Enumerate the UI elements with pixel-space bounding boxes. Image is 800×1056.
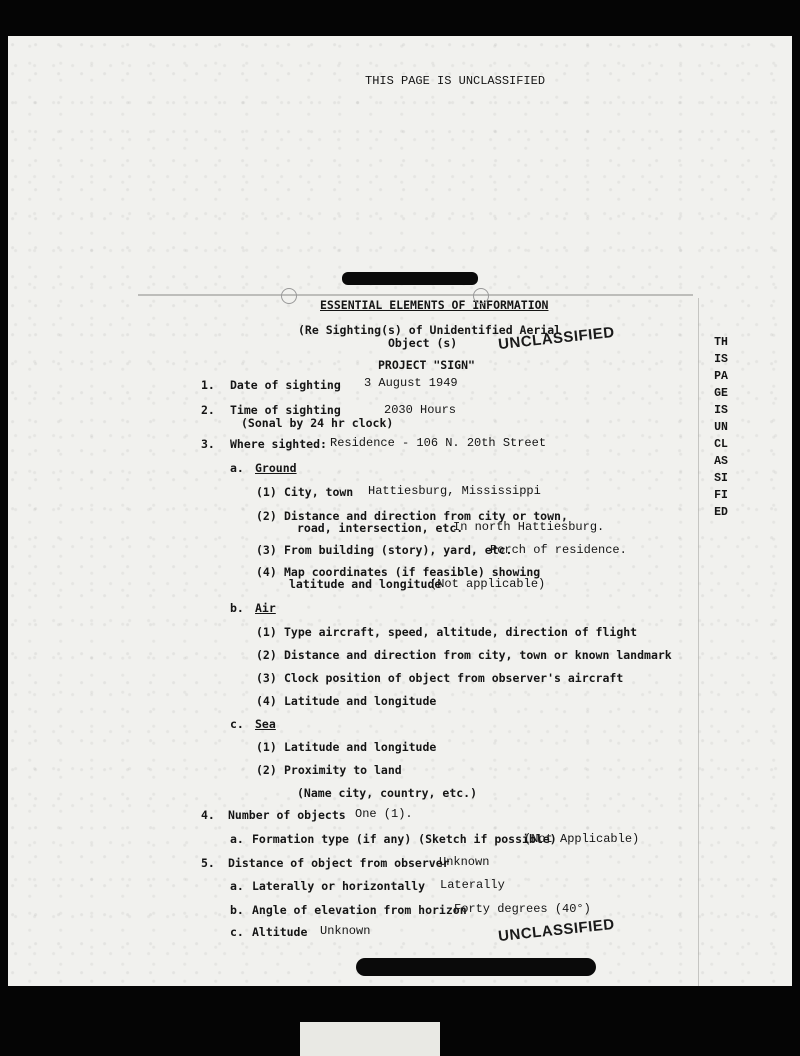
side-unclassified-notice (713, 334, 729, 521)
item-5b-value: Forty degrees (40°) (454, 902, 591, 916)
item-3b1-label: Type aircraft, speed, altitude, direction of flight (284, 625, 638, 639)
item-3b3-label: Clock position of object from observer's aircraft (284, 671, 624, 685)
item-3b4-label: Latitude and longitude (284, 694, 437, 708)
item-4a-letter: a. (230, 832, 244, 846)
item-3b-heading: Air (255, 601, 276, 615)
item-5c-value: Unknown (320, 924, 371, 938)
item-3a2-number: (2) (256, 509, 277, 523)
item-4-label: Number of objects (228, 808, 346, 822)
item-3a3-number: (3) (256, 543, 277, 557)
item-3a-heading: Ground (255, 461, 297, 475)
item-5-value: Unknown (439, 855, 490, 869)
item-3c-letter: c. (230, 717, 244, 731)
item-3a3-label: From building (story), yard, etc. (284, 543, 513, 557)
document-page (8, 36, 792, 986)
item-3c-heading: Sea (255, 717, 276, 731)
item-5c-letter: c. (230, 925, 244, 939)
item-3a4-value: (Not applicable) (430, 577, 546, 591)
item-5b-letter: b. (230, 903, 244, 917)
item-5a-value: Laterally (440, 878, 505, 892)
item-3a4-label-1: Map coordinates (if feasible) showing (284, 565, 541, 579)
form-subtitle-line-1: (Re Sighting(s) of Unidentified Aerial (298, 323, 562, 337)
item-5a-label: Laterally or horizontally (252, 879, 426, 893)
item-3a3-value: Porch of residence. (490, 543, 627, 557)
item-4a-value: (Not Applicable) (524, 832, 640, 846)
section-divider (138, 294, 693, 296)
item-3a4-number: (4) (256, 565, 277, 579)
item-3a4-label-2: latitude and longitude (289, 577, 442, 591)
item-3b2-number: (2) (256, 648, 277, 662)
item-3c1-number: (1) (256, 740, 277, 754)
item-5c-label: Altitude (252, 925, 308, 939)
item-4-value: One (1). (355, 807, 413, 821)
item-5-label: Distance of object from observer (228, 856, 450, 870)
item-2-value: 2030 Hours (384, 403, 457, 417)
item-3a1-number: (1) (256, 485, 277, 499)
item-3a1-label: City, town (284, 485, 354, 499)
item-1-value: 3 August 1949 (364, 376, 458, 390)
project-name: PROJECT "SIGN" (378, 358, 475, 372)
item-5a-letter: a. (230, 879, 244, 893)
item-3c2-number: (2) (256, 763, 277, 777)
item-2-number: 2. (201, 403, 215, 417)
item-3a-letter: a. (230, 461, 244, 475)
scanner-scrap (300, 1022, 440, 1056)
item-3c2-note: (Name city, country, etc.) (297, 786, 478, 800)
side-notice-text: THIS PAGE IS UNCLASSIFIED (714, 336, 728, 519)
form-subtitle-line-2: Object (s) (388, 336, 458, 350)
item-3b-letter: b. (230, 601, 244, 615)
header-unclassified-notice: THIS PAGE IS UNCLASSIFIED (365, 74, 546, 88)
unclassified-stamp-bottom: UNCLASSIFIED (497, 915, 616, 946)
item-3b1-number: (1) (256, 625, 277, 639)
item-3b4-number: (4) (256, 694, 277, 708)
punch-hole-right (473, 288, 489, 304)
item-3a1-value: Hattiesburg, Mississippi (368, 484, 541, 498)
item-3b3-number: (3) (256, 671, 277, 685)
item-1-label: Date of sighting (230, 378, 341, 392)
item-1-number: 1. (201, 378, 215, 392)
item-3a2-value: In north Hattiesburg. (453, 520, 605, 534)
item-3c1-label: Latitude and longitude (284, 740, 437, 754)
item-2-note: (Sonal by 24 hr clock) (241, 416, 394, 430)
item-4a-label: Formation type (if any) (Sketch if possible) (252, 832, 557, 846)
item-4-number: 4. (201, 808, 215, 822)
item-5b-label: Angle of elevation from horizon (252, 903, 467, 917)
item-3a2-label-1: Distance and direction from city or town, (284, 509, 568, 523)
item-3-value: Residence - 106 N. 20th Street (330, 436, 547, 450)
punch-hole-left (281, 288, 297, 304)
redacted-classification-marking (342, 272, 478, 285)
item-3c2-label: Proximity to land (284, 763, 402, 777)
item-2-label: Time of sighting (230, 403, 341, 417)
item-3a2-label-2: road, intersection, etc. (297, 521, 464, 535)
margin-line (698, 298, 699, 986)
item-3-label: Where sighted: (230, 437, 327, 451)
item-3-number: 3. (201, 437, 215, 451)
item-5-number: 5. (201, 856, 215, 870)
unclassified-stamp-top: UNCLASSIFIED (497, 323, 616, 354)
item-3b2-label: Distance and direction from city, town or known landmark (284, 648, 672, 662)
form-title: ESSENTIAL ELEMENTS OF INFORMATION (320, 298, 549, 312)
redacted-bottom-marking (356, 958, 596, 976)
